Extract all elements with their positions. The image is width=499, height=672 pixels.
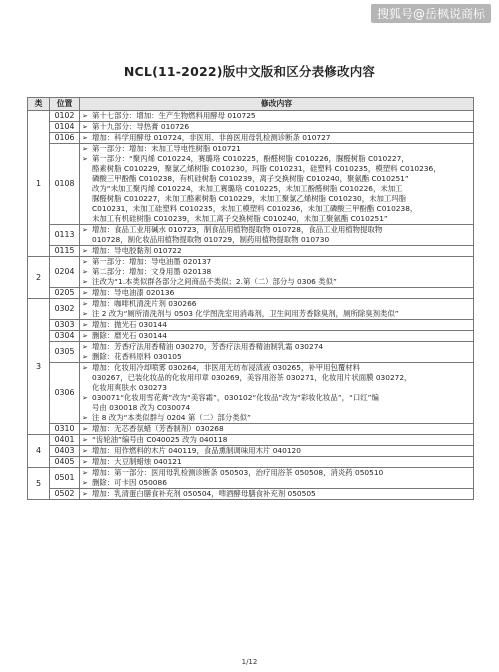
modification-content — [80, 299, 474, 320]
arrow-bullet-icon: ➢ — [82, 394, 88, 402]
content-text: 增加：抛光石 030144 — [92, 320, 167, 329]
content-line — [82, 246, 471, 256]
table-body — [28, 111, 474, 500]
content-line — [82, 204, 471, 214]
page-number: 1/12 — [241, 658, 258, 666]
modification-content — [80, 363, 474, 424]
content-text: 注改为“1.本类似群各部分之间商品不类似；2.第（二）部分与 0306 类似” — [92, 277, 337, 286]
content-line — [82, 225, 471, 235]
table-row — [28, 342, 474, 363]
page-title: NCL(11-2022)版中文版和区分表修改内容 — [123, 64, 376, 79]
position-code: 0304 — [50, 331, 80, 342]
content-text: 增加：用作燃料的木片 040119，食品熏制调味用木片 040120 — [92, 446, 301, 455]
position-code: 0310 — [50, 424, 80, 435]
position-code: 0403 — [50, 446, 80, 457]
content-text: 第十九部分：导热膏 010726 — [92, 122, 190, 131]
modification-content — [80, 342, 474, 363]
content-text: 增加：食品工业用碱水 010723，制食品用植物提取物 010728，食品工业用植物提取物 — [92, 225, 383, 234]
arrow-bullet-icon: ➢ — [82, 353, 88, 361]
table-row — [28, 424, 474, 435]
content-line — [82, 446, 471, 456]
content-text: 增加：芳香疗法用香精油 030270，芳香疗法用香精油制乳霜 030274 — [92, 342, 324, 351]
arrow-bullet-icon: ➢ — [82, 364, 88, 372]
class-number: 1 — [28, 111, 50, 257]
content-line — [82, 267, 471, 277]
table-row — [28, 331, 474, 342]
arrow-bullet-icon: ➢ — [82, 289, 88, 297]
content-text: 增加：导电胶黏剂 010722 — [92, 246, 182, 255]
modification-content — [80, 122, 474, 133]
table-row — [28, 246, 474, 257]
table-header-row — [28, 98, 474, 111]
modification-content — [80, 257, 474, 288]
content-text: 第十七部分：增加：生产生物燃料用酵母 010725 — [92, 111, 256, 120]
arrow-bullet-icon: ➢ — [82, 447, 88, 455]
content-line — [82, 235, 471, 245]
table-row — [28, 257, 474, 288]
content-line — [82, 133, 471, 143]
position-code: 0115 — [50, 246, 80, 257]
content-text: 010728，制化妆品用植物提取物 010729，制药用植物提取物 010730 — [92, 235, 330, 244]
position-code: 0303 — [50, 320, 80, 331]
content-line — [82, 257, 471, 267]
arrow-bullet-icon: ➢ — [82, 134, 88, 142]
content-text: 化妆用爽肤水 030273 — [92, 383, 167, 392]
position-code: 0106 — [50, 133, 80, 144]
content-line — [82, 154, 471, 164]
content-line — [82, 393, 471, 403]
content-text: 注 2 改为“厕所清洗剂与 0503 化学图洗室用消毒剂，卫生间用芳香除臭剂，厕所除臭剂类似” — [92, 309, 399, 318]
content-line — [82, 174, 471, 184]
content-text: 删除：花香料原料 030105 — [92, 352, 182, 361]
header-class: 类 — [28, 98, 50, 111]
modification-content — [80, 133, 474, 144]
header-content: 修改内容 — [80, 98, 474, 111]
position-code: 0108 — [50, 144, 80, 225]
content-line — [82, 194, 471, 204]
content-line — [82, 478, 471, 488]
content-text: 注 8 改为“本类似群与 0204 第（二）部分类似” — [92, 413, 251, 422]
modification-content — [80, 246, 474, 257]
position-code: 0502 — [50, 489, 80, 500]
content-text: 增加：导电油漆 020136 — [92, 288, 175, 297]
content-text: 删除：可卡因 050086 — [92, 478, 167, 487]
modification-content — [80, 468, 474, 489]
content-line — [82, 144, 471, 154]
arrow-bullet-icon: ➢ — [82, 310, 88, 318]
modification-content — [80, 320, 474, 331]
content-text: 030071“化妆用雪花膏”改为“美容霜”，030102“化妆品”改为“彩妆化妆品”，“口红”编 — [92, 393, 379, 402]
content-line — [82, 331, 471, 341]
modification-content — [80, 435, 474, 446]
content-line — [82, 457, 471, 467]
position-code: 0204 — [50, 257, 80, 288]
content-text: 酪素树脂 C010229，聚氯乙烯树脂 C010230，玛脂 C010231，硅塑料 C010235，模塑料 C010236， — [92, 164, 441, 173]
arrow-bullet-icon: ➢ — [82, 123, 88, 131]
content-line — [82, 309, 471, 319]
content-line — [82, 122, 471, 132]
modification-content — [80, 144, 474, 225]
content-line — [82, 352, 471, 362]
table-row — [28, 144, 474, 225]
arrow-bullet-icon: ➢ — [82, 226, 88, 234]
table-row — [28, 122, 474, 133]
arrow-bullet-icon: ➢ — [82, 321, 88, 329]
content-text: 删除：磨光石 030144 — [92, 331, 167, 340]
watermark: 搜狐号@岳枫说商标 — [371, 4, 491, 23]
header-position: 位置 — [50, 98, 80, 111]
table-row — [28, 111, 474, 122]
arrow-bullet-icon: ➢ — [82, 278, 88, 286]
content-text: 第一部分：增加：导电油墨 020137 — [92, 257, 212, 266]
table-row — [28, 288, 474, 299]
table-row — [28, 489, 474, 500]
position-code: 0405 — [50, 457, 80, 468]
table-row — [28, 320, 474, 331]
class-number: 5 — [28, 468, 50, 500]
class-number: 3 — [28, 299, 50, 435]
modification-content — [80, 331, 474, 342]
arrow-bullet-icon: ➢ — [82, 145, 88, 153]
table-row — [28, 363, 474, 424]
table-row — [28, 468, 474, 489]
position-code: 0102 — [50, 111, 80, 122]
content-text: 第二部分：增加：文身用墨 020138 — [92, 267, 212, 276]
position-code: 0205 — [50, 288, 80, 299]
arrow-bullet-icon: ➢ — [82, 155, 88, 163]
content-line — [82, 342, 471, 352]
content-text: 增加：第一部分：医用母乳检测诊断条 050503，治疗用浴茶 050508，消炎药 050510 — [92, 468, 384, 477]
content-text: 脲醛树脂 C010227，未加工酪素树脂 C010229，未加工聚氯乙烯树脂 C010230，未加工玛脂 — [92, 194, 407, 203]
arrow-bullet-icon: ➢ — [82, 247, 88, 255]
content-text: “齿轮油”编号由 C040025 改为 040118 — [92, 435, 228, 444]
content-line — [82, 383, 471, 393]
table-row — [28, 446, 474, 457]
content-text: 增加：乳清蛋白膳食补充剂 050504，啤酒酵母膳食补充剂 050505 — [92, 489, 316, 498]
arrow-bullet-icon: ➢ — [82, 112, 88, 120]
modification-content — [80, 111, 474, 122]
content-text: 第一部分：“聚丙烯 C010224，赛璐珞 C010225，酚醛树脂 C010226，脲醛树脂 C010227， — [92, 154, 409, 163]
content-text: 增加：化妆用冷却喷雾 030264，非医用无纺布浸渍液 030265，补甲用包覆材料 — [92, 363, 361, 372]
modification-content — [80, 446, 474, 457]
modification-content — [80, 225, 474, 246]
modification-content — [80, 424, 474, 435]
content-text: 第一部分：增加：未加工导电性树脂 010721 — [92, 144, 241, 153]
content-text: 增加：科学用酵母 010724，非医用、非兽医用母乳检测诊断条 010727 — [92, 133, 331, 142]
content-line — [82, 164, 471, 174]
arrow-bullet-icon: ➢ — [82, 425, 88, 433]
position-code: 0113 — [50, 225, 80, 246]
content-text: 未加工有机硅树脂 C010239，未加工离子交换树脂 C010240，未加工聚氨酯 C010251” — [92, 214, 388, 223]
position-code: 0501 — [50, 468, 80, 489]
content-line — [82, 373, 471, 383]
table-row — [28, 133, 474, 144]
class-number: 2 — [28, 257, 50, 299]
table-row — [28, 225, 474, 246]
arrow-bullet-icon: ➢ — [82, 458, 88, 466]
content-line — [82, 489, 471, 499]
content-line — [82, 214, 471, 224]
content-line — [82, 184, 471, 194]
modification-content — [80, 489, 474, 500]
content-line — [82, 424, 471, 434]
arrow-bullet-icon: ➢ — [82, 490, 88, 498]
content-line — [82, 413, 471, 423]
arrow-bullet-icon: ➢ — [82, 300, 88, 308]
table-row — [28, 457, 474, 468]
content-line — [82, 468, 471, 478]
content-line — [82, 299, 471, 309]
content-text: 改为“未加工聚丙烯 C010224，未加工赛璐珞 C010225，未加工酚醛树脂 C010226，未加工 — [92, 184, 403, 193]
arrow-bullet-icon: ➢ — [82, 332, 88, 340]
content-line — [82, 363, 471, 373]
position-code: 0305 — [50, 342, 80, 363]
table-row — [28, 435, 474, 446]
content-text: 磷酸三甲酚酯 C010238，有机硅树脂 C010239，离子交换树脂 C010240，聚氨酯 C010251” — [92, 174, 409, 183]
modification-content — [80, 288, 474, 299]
content-line — [82, 320, 471, 330]
content-text: 增加：咖啡机清洗片剂 030266 — [92, 299, 197, 308]
position-code: 0104 — [50, 122, 80, 133]
class-number: 4 — [28, 435, 50, 468]
content-text: 030267，已装化妆品的化妆用印章 030269，美容用浴茶 030271，化妆用片状面膜 030272， — [92, 373, 412, 382]
position-code: 0401 — [50, 435, 80, 446]
content-line — [82, 288, 471, 298]
content-line — [82, 277, 471, 287]
arrow-bullet-icon: ➢ — [82, 268, 88, 276]
arrow-bullet-icon: ➢ — [82, 414, 88, 422]
position-code: 0306 — [50, 363, 80, 424]
arrow-bullet-icon: ➢ — [82, 343, 88, 351]
content-line — [82, 435, 471, 445]
content-text: 号由 030018 改为 C030074 — [92, 403, 191, 412]
content-line — [82, 111, 471, 121]
modification-table — [27, 97, 474, 500]
content-text: 增加：大豆制蜡烛 040121 — [92, 457, 182, 466]
arrow-bullet-icon: ➢ — [82, 436, 88, 444]
modification-content — [80, 457, 474, 468]
content-line — [82, 403, 471, 413]
arrow-bullet-icon: ➢ — [82, 479, 88, 487]
arrow-bullet-icon: ➢ — [82, 469, 88, 477]
content-text: C010231，未加工硅塑料 C010235，未加工模塑料 C010236，未加工磷酸三甲酚酯 C010238， — [92, 204, 418, 213]
content-text: 增加：无芯香氛蜡（芳香制剂）030268 — [92, 424, 224, 433]
position-code: 0302 — [50, 299, 80, 320]
table-row — [28, 299, 474, 320]
arrow-bullet-icon: ➢ — [82, 258, 88, 266]
